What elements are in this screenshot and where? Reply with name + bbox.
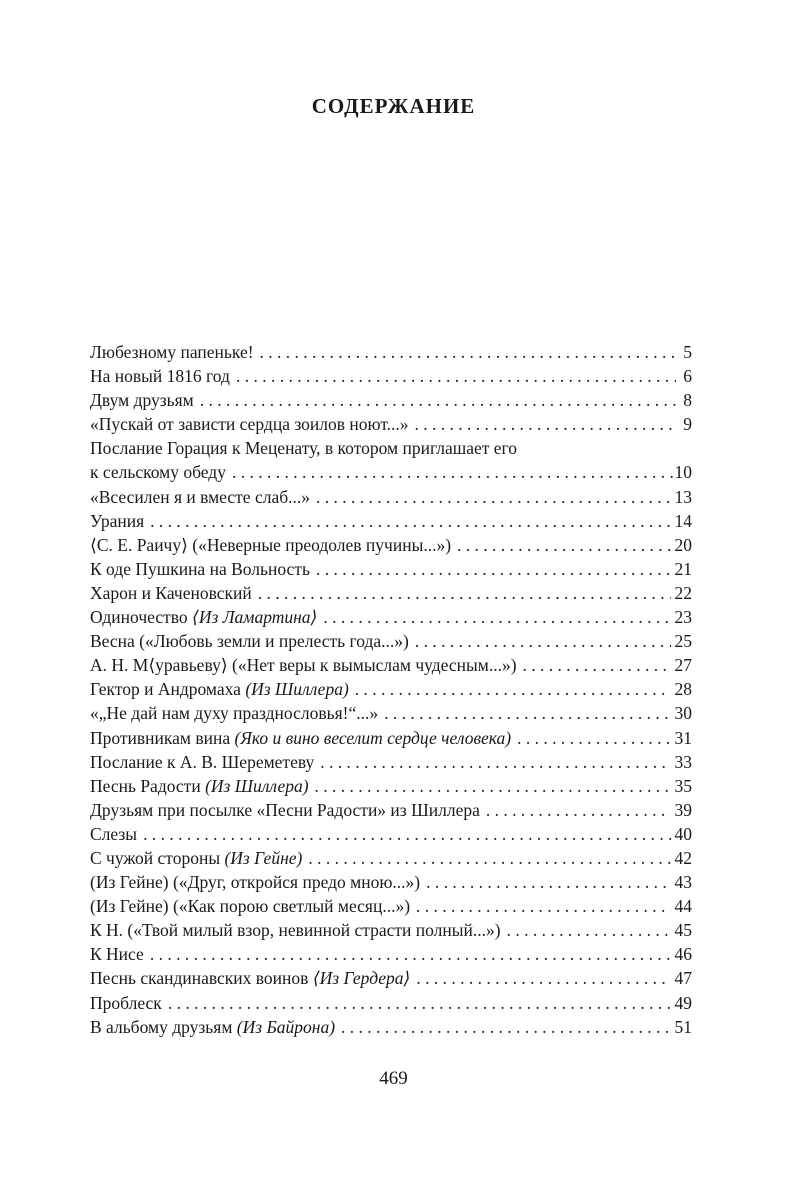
toc-entry-title: ⟨С. Е. Раичу⟩ («Неверные преодолев пучины...»): [90, 534, 452, 555]
dot-leader: [258, 581, 671, 605]
toc-entry-page: 25: [674, 631, 692, 652]
dot-leader: [341, 1015, 670, 1039]
dot-leader: [308, 846, 670, 870]
toc-entry-title: Двум друзьям: [90, 390, 194, 411]
toc-entry-title: «Пускай от зависти сердца зоилов ноют...»: [90, 414, 409, 435]
toc-entry-page: 42: [674, 847, 692, 868]
toc-entry: [90, 485, 692, 509]
toc-entry-title-italic: (Из Байрона): [236, 1016, 336, 1037]
dot-leader: [507, 918, 671, 942]
toc-entry: [90, 798, 692, 822]
toc-entry: [90, 750, 692, 774]
toc-entry-title: К Н. («Твой милый взор, невинной страсти полный...»): [90, 920, 501, 941]
toc-entry-title: [90, 846, 302, 870]
toc-entry-page: 14: [674, 510, 692, 531]
toc-entry: [90, 846, 692, 870]
toc-entry: [90, 942, 692, 966]
toc-entry-title-italic: (Из Шиллера): [205, 775, 309, 796]
toc-entry: [90, 822, 692, 846]
toc-entry-title-italic: (Из Шиллера): [245, 679, 349, 700]
toc-entry-page: 6: [683, 366, 692, 387]
toc-entry-title: [90, 774, 309, 798]
table-of-contents: [90, 340, 692, 1039]
toc-entry-title: [90, 966, 410, 990]
page-number: 469: [379, 1068, 408, 1089]
toc-entry-title: Послание к А. В. Шереметеву: [90, 751, 315, 772]
toc-entry: [90, 677, 692, 701]
dot-leader: [323, 605, 670, 629]
dot-leader: [320, 750, 670, 774]
toc-entry-title: Проблеск: [90, 992, 162, 1013]
toc-entry-title: к сельскому обеду: [90, 462, 226, 483]
toc-entry: [90, 388, 692, 412]
toc-entry-title: Любезному папеньке!: [90, 342, 254, 362]
toc-entry-page: 21: [674, 558, 692, 579]
toc-entry-page: 10: [674, 462, 692, 483]
toc-entry: [90, 436, 692, 484]
dot-leader: [150, 509, 670, 533]
dot-leader: [415, 412, 676, 436]
toc-entry: [90, 966, 692, 990]
toc-entry: [90, 870, 692, 894]
dot-leader: [200, 388, 676, 412]
toc-entry-title: (Из Гейне) («Друг, откройся предо мною...»): [90, 872, 421, 893]
toc-entry-page: 35: [674, 775, 692, 796]
dot-leader: [384, 701, 670, 725]
dot-leader: [232, 460, 675, 484]
toc-entry-title: «„Не дай нам духу празднословья!“...»: [90, 703, 379, 724]
toc-entry-title: Весна («Любовь земли и прелесть года...»): [90, 631, 409, 652]
toc-entry: [90, 340, 692, 364]
toc-entry-page: 5: [683, 342, 692, 362]
dot-leader: [486, 798, 671, 822]
toc-entry: [90, 557, 692, 581]
dot-leader: [150, 942, 671, 966]
dot-leader: [426, 870, 670, 894]
toc-entry-title-main: Одиночество: [90, 607, 193, 628]
toc-entry-page: 33: [674, 751, 692, 772]
toc-entry: [90, 653, 692, 677]
toc-entry-title: К оде Пушкина на Вольность: [90, 558, 310, 579]
toc-entry: [90, 605, 692, 629]
toc-entry-title: «Всесилен я и вместе слаб...»: [90, 486, 310, 507]
toc-entry-page: 47: [674, 968, 692, 989]
toc-entry-page: 20: [674, 534, 692, 555]
toc-entry-title-main: Песнь Радости: [90, 775, 206, 796]
toc-entry-page: 39: [674, 799, 692, 820]
dot-leader: [316, 485, 671, 509]
toc-entry-page: 46: [674, 944, 692, 965]
toc-entry-title: К Нисе: [90, 944, 144, 965]
toc-entry-title-line1: Послание Горация к Меценату, в котором приглашает его: [90, 438, 518, 459]
toc-entry: [90, 991, 692, 1015]
toc-entry-title: [90, 605, 317, 629]
dot-leader: [523, 653, 671, 677]
toc-entry-page: 30: [674, 703, 692, 724]
toc-entry-page: 22: [674, 582, 692, 603]
toc-entry: [90, 894, 692, 918]
toc-entry: [90, 701, 692, 725]
toc-entry: [90, 364, 692, 388]
toc-entry-title-main: С чужой стороны: [90, 847, 225, 868]
dot-leader: [316, 557, 671, 581]
toc-entry-title-main: Песнь скандинавских воинов: [90, 968, 313, 989]
toc-entry-page: 27: [674, 655, 692, 676]
toc-entry-title-italic: (Из Гейне): [224, 847, 303, 868]
dot-leader: [143, 822, 670, 846]
toc-entry: [90, 581, 692, 605]
toc-entry-title: Харон и Каченовский: [90, 582, 252, 603]
toc-entry-title: [90, 1015, 335, 1039]
toc-entry: [90, 509, 692, 533]
dot-leader: [416, 894, 670, 918]
dot-leader: [355, 677, 671, 701]
dot-leader: [260, 340, 676, 364]
toc-entry-title: Слезы: [90, 823, 138, 844]
dot-leader: [236, 364, 676, 388]
dot-leader: [517, 726, 670, 750]
toc-entry-page: 51: [674, 1016, 692, 1037]
toc-entry-title: Друзьям при посылке «Песни Радости» из Шиллера: [90, 799, 480, 820]
toc-entry-title: На новый 1816 год: [90, 366, 230, 387]
toc-entry: [90, 533, 692, 557]
toc-entry-title: А. Н. М⟨уравьеву⟩ («Нет веры к вымыслам чудесным...»): [90, 655, 517, 676]
toc-entry: [90, 412, 692, 436]
toc-entry-title-italic: ⟨Из Ламартина⟩: [192, 607, 318, 628]
toc-entry: [90, 629, 692, 653]
toc-entry-page: 23: [674, 607, 692, 628]
toc-entry: [90, 726, 692, 750]
toc-entry-page: 31: [674, 727, 692, 748]
toc-entry-page: 43: [674, 872, 692, 893]
toc-entry: [90, 1015, 692, 1039]
page-title: СОДЕРЖАНИЕ: [311, 94, 476, 118]
toc-entry-title: Урания: [90, 510, 145, 531]
toc-entry-page: 8: [683, 390, 692, 411]
toc-entry-title: [90, 726, 511, 750]
dot-leader: [457, 533, 670, 557]
dot-leader: [415, 629, 671, 653]
toc-entry-title-italic: ⟨Из Гердера⟩: [312, 968, 411, 989]
toc-entry-page: 45: [674, 920, 692, 941]
toc-entry-page: 49: [674, 992, 692, 1013]
toc-entry-page: 40: [674, 823, 692, 844]
dot-leader: [315, 774, 671, 798]
toc-entry-page: 13: [674, 486, 692, 507]
toc-entry-title-main: Гектор и Андромаха: [90, 679, 246, 700]
toc-entry-title-main: В альбому друзьям: [90, 1016, 237, 1037]
toc-entry: [90, 918, 692, 942]
toc-entry-title-italic: (Яко и вино веселит сердце человека): [234, 727, 512, 748]
toc-entry-title: [90, 677, 349, 701]
toc-entry-page: 44: [674, 896, 692, 917]
toc-entry-page: 9: [683, 414, 692, 435]
toc-entry-page: 28: [674, 679, 692, 700]
dot-leader: [168, 991, 671, 1015]
toc-entry-title-main: Противникам вина: [90, 727, 235, 748]
dot-leader: [416, 966, 670, 990]
toc-entry: [90, 774, 692, 798]
toc-entry-title: (Из Гейне) («Как порою светлый месяц...»): [90, 896, 411, 917]
